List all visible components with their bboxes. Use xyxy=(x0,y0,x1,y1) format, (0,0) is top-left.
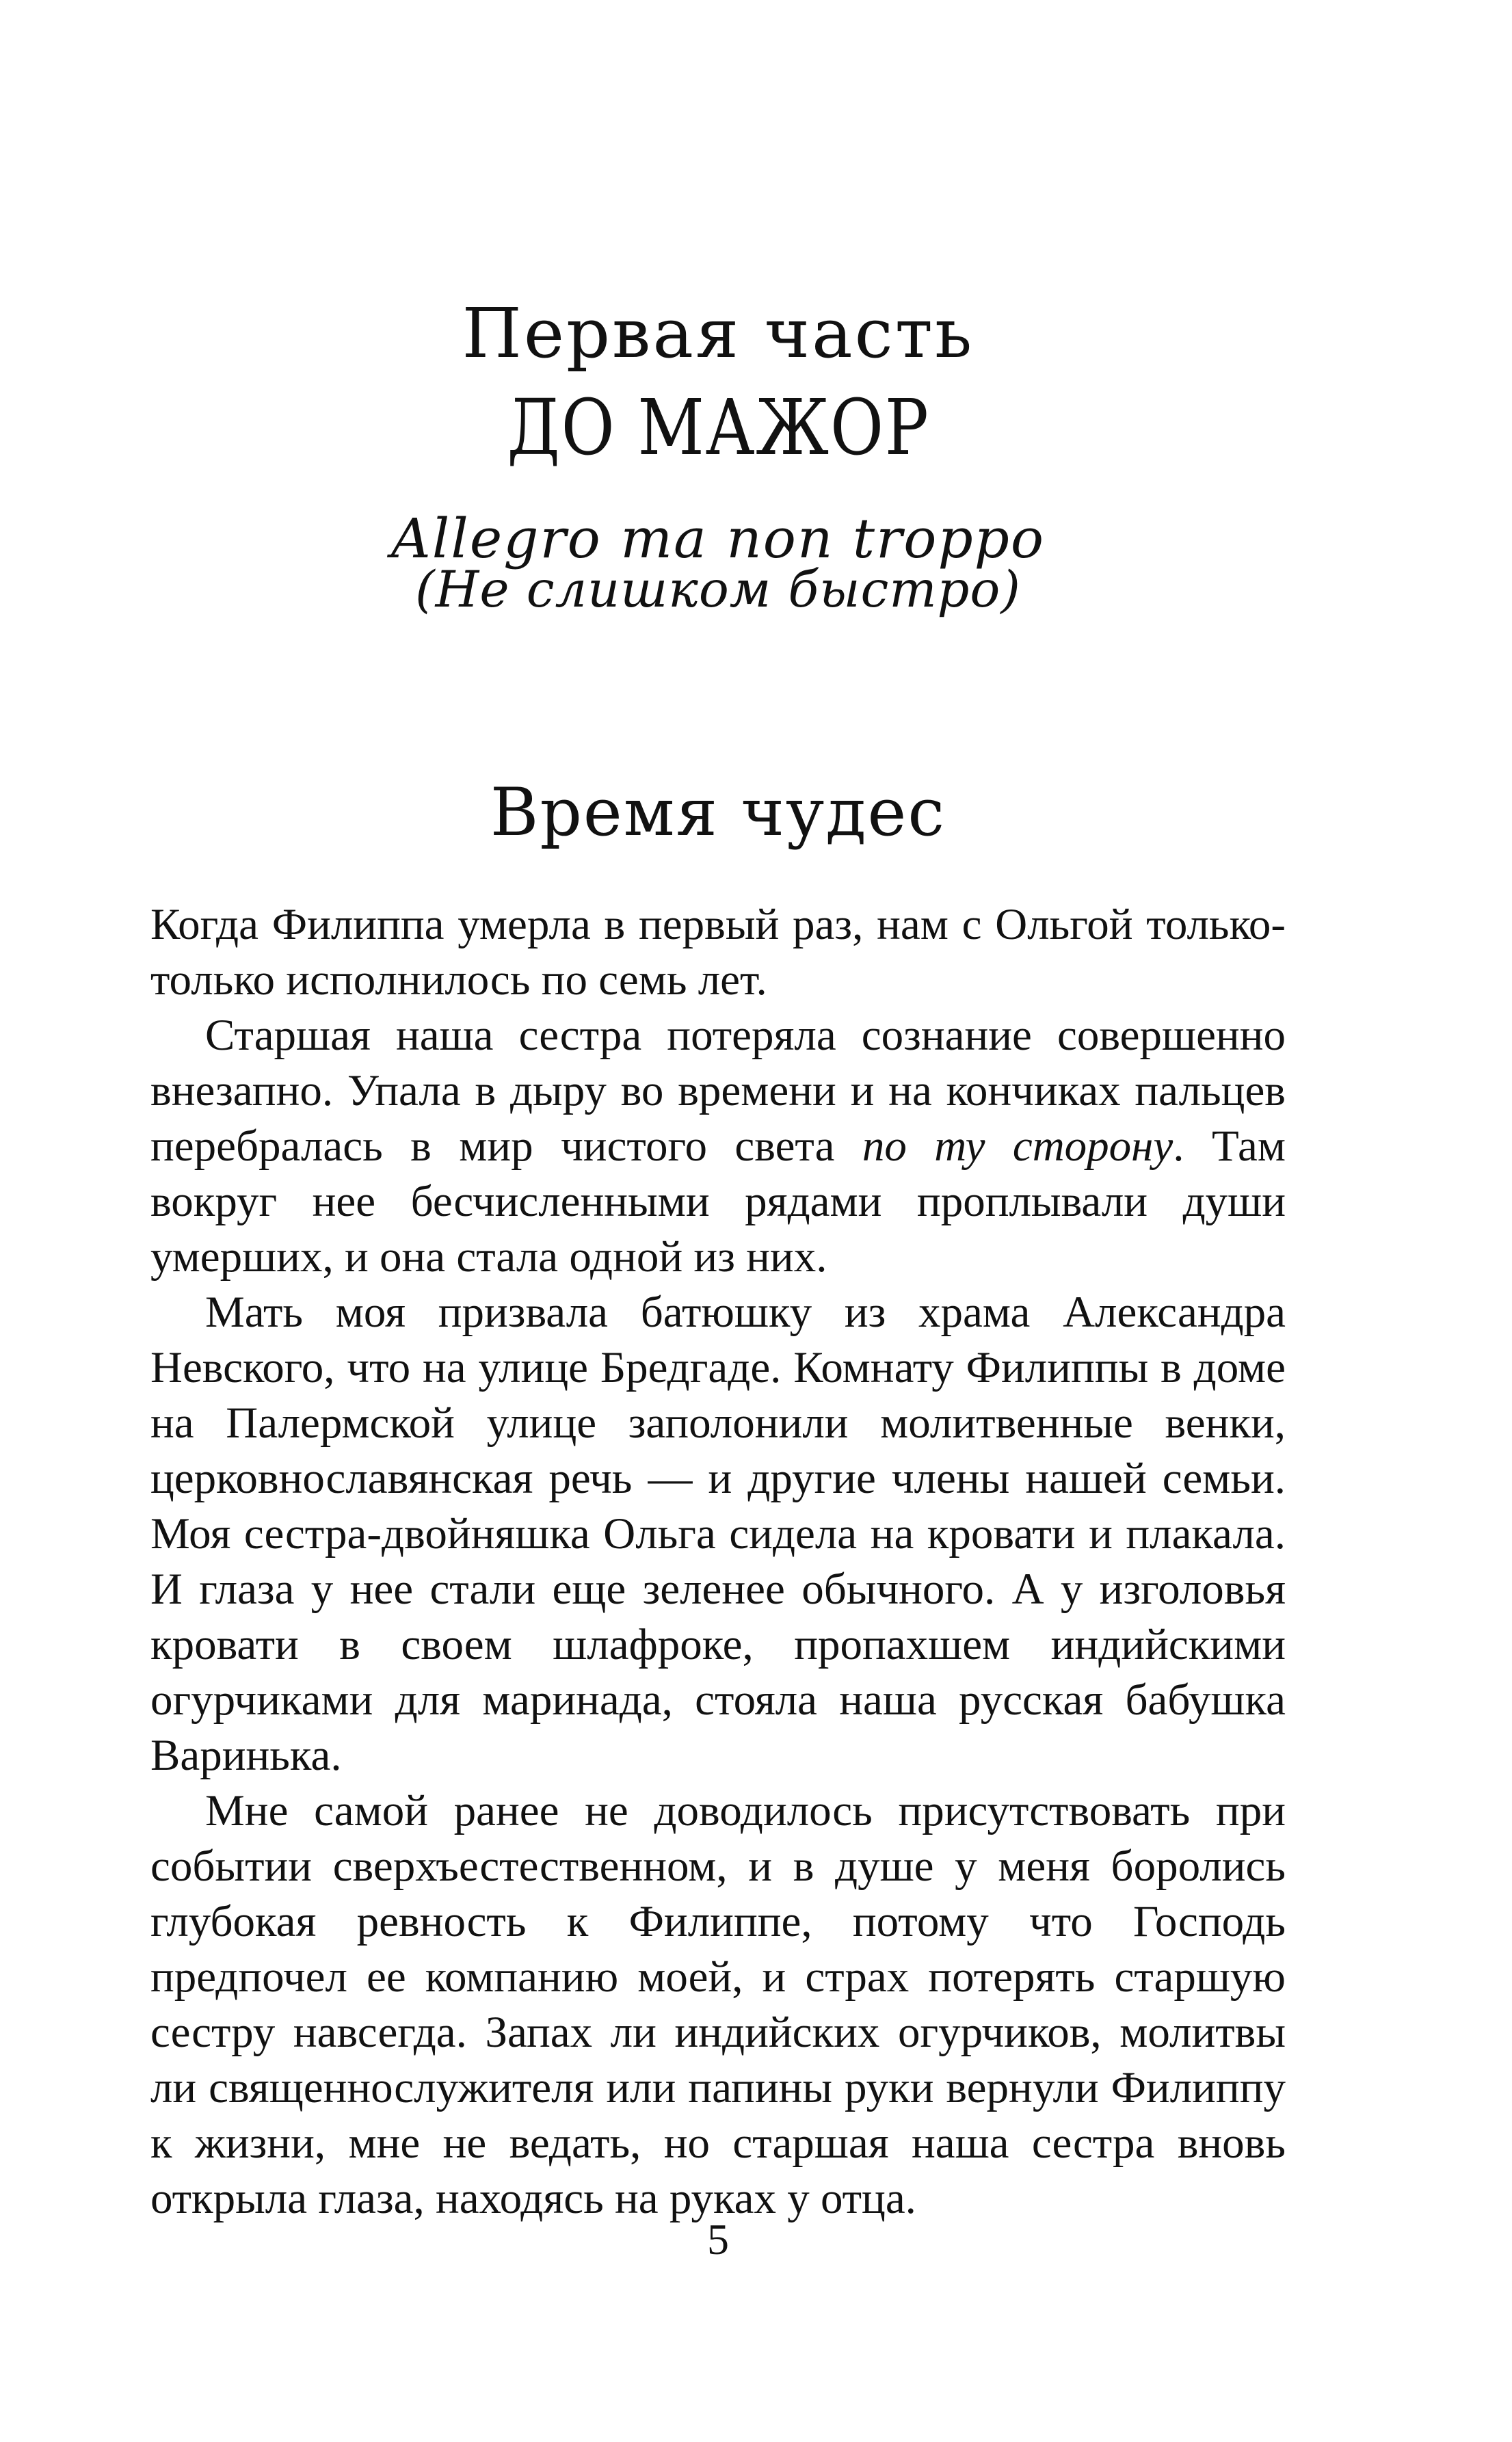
body-text-column xyxy=(150,897,1286,2227)
part-heading-line1: Первая часть xyxy=(462,293,974,373)
paragraph-2-text-after: . Там вокруг нее бесчисленными рядами проплывали души умерших, и она стала одной из них. xyxy=(150,1122,1286,1282)
paragraph-2-text-before: Старшая наша сестра потеряла сознание совершенно внезапно. Упала в дыру во времени и на кончиках пальцев перебралась в мир чистого света xyxy=(150,1011,1286,1171)
paragraph-4-text: Мне самой ранее не доводилось присутствовать при событии сверхъестественном, и в душе у меня боролись глубокая ревность к Филиппе, потому что Господь предпочел ее компанию моей, и страх потерять старшую сестру навсегда. Запах ли индийских огурчиков, молитвы ли священнослужителя или папины руки вернули Филиппу к жизни, мне не ведать, но старшая наша сестра вновь открыла глаза, находясь на руках у отца. xyxy=(150,1786,1286,2223)
part-heading-line2-text: ДО МАЖОР xyxy=(507,384,929,473)
chapter-title: Время чудес xyxy=(490,774,946,851)
paragraph-4 xyxy=(150,1783,1286,2227)
paragraph-2-italic-phrase: по ту сторону xyxy=(862,1122,1173,1171)
paragraph-1-text: Когда Филиппа умерла в первый раз, нам с Ольгой только-только исполнилось по семь лет. xyxy=(150,900,1286,1005)
paragraph-3-text: Мать моя призвала батюшку из храма Александра Невского, что на улице Бредгаде. Комнату Филиппы в доме на Палермской улице заполонили молитвенные венки, церковнославянская речь — и другие члены нашей семьи. Моя сестра-двойняшка Ольга сидела на кровати и плакала. И глаза у нее стали еще зеленее обычного. А у изголовья кровати в своем шлафроке, пропахшем индийскими огурчиками для маринада, стояла наша русская бабушка Варинька. xyxy=(150,1288,1286,1780)
tempo-marking-italian: Allegro ma non troppo xyxy=(390,507,1046,570)
paragraph-1 xyxy=(150,897,1286,1008)
paragraph-2 xyxy=(150,1008,1286,1285)
paragraph-3 xyxy=(150,1285,1286,1783)
part-heading-line2 xyxy=(150,384,1286,473)
tempo-marking-russian: (Не слишком быстро) xyxy=(415,561,1021,619)
page-number: 5 xyxy=(707,2215,729,2264)
